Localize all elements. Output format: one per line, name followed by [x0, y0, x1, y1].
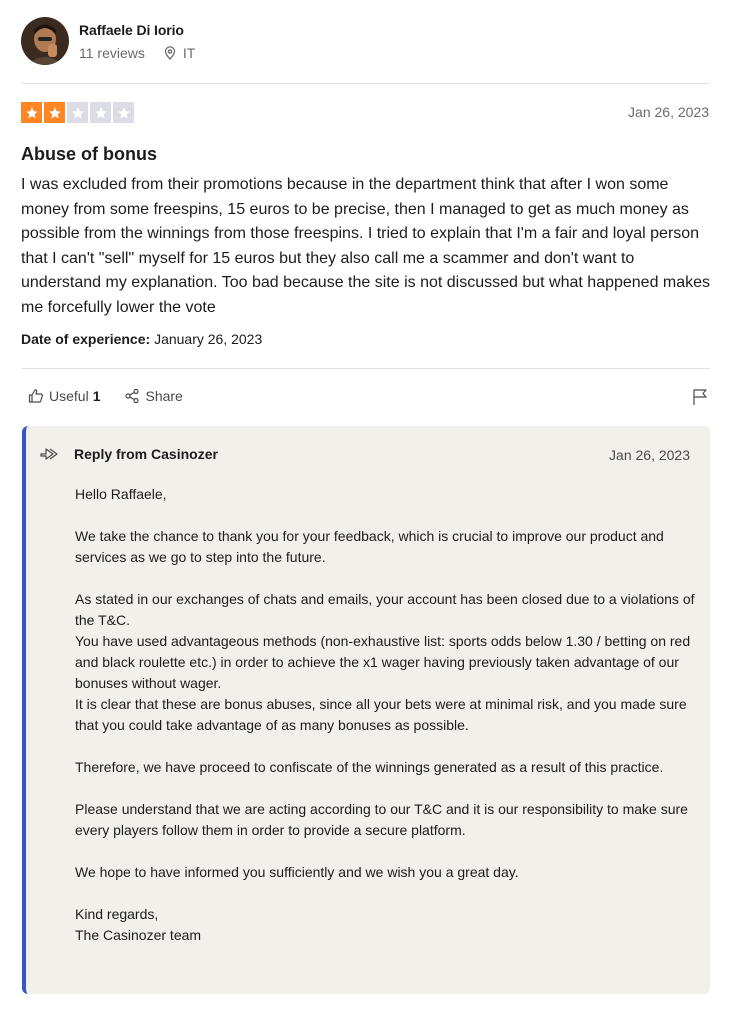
- review-actions: [28, 388, 183, 404]
- reply-paragraph: We take the chance to thank you for your feedback, which is crucial to improve our product and services as we go to step into the future.: [75, 528, 664, 565]
- reply-paragraph: As stated in our exchanges of chats and emails, your account has been closed due to a violations of the T&C. You have used advantageous methods (non-exhaustive list: sports odds below 1.30 / betting on red and black roulette etc.) in order to achieve the x1 wager having previously taken advantage of our bonuses without wager. It is clear that these are bonus abuses, since all your bets were at minimal risk, and you made sure that you could take advantage of as many bonuses as possible.: [75, 591, 695, 733]
- star-empty-icon: [113, 102, 134, 123]
- reply-date: Jan 26, 2023: [609, 447, 690, 463]
- experience-date: January 26, 2023: [154, 331, 263, 347]
- reply-paragraph: Therefore, we have proceed to confiscate of the winnings generated as a result of this practice.: [75, 759, 664, 775]
- reviewer-header: [21, 17, 195, 65]
- star-empty-icon: [67, 102, 88, 123]
- share-icon: [124, 388, 145, 404]
- useful-count: 1: [92, 388, 101, 404]
- divider: [21, 83, 710, 84]
- reply-arrow-icon: [40, 447, 58, 461]
- reply-body: [75, 484, 695, 946]
- reply-paragraph: Please understand that we are acting according to our T&C and it is our responsibility to make sure every players follow them in order to provide a secure platform.: [75, 801, 688, 838]
- review-date: Jan 26, 2023: [628, 104, 709, 120]
- reviewer-name[interactable]: Raffaele Di Iorio: [79, 21, 184, 38]
- star-filled-icon: [21, 102, 42, 123]
- reviewer-meta: [79, 45, 195, 61]
- divider: [21, 368, 710, 369]
- reply-paragraph: Hello Raffaele,: [75, 486, 167, 502]
- date-of-experience: [21, 331, 262, 347]
- useful-button[interactable]: [28, 388, 100, 404]
- company-reply: [22, 426, 710, 994]
- star-empty-icon: [90, 102, 111, 123]
- reply-header: [40, 446, 218, 462]
- useful-label: Useful: [49, 388, 89, 404]
- review-title[interactable]: Abuse of bonus: [21, 144, 157, 164]
- reply-paragraph: Kind regards, The Casinozer team: [75, 906, 202, 943]
- star-filled-icon: [44, 102, 65, 123]
- flag-icon[interactable]: [692, 388, 708, 411]
- share-label: Share: [145, 388, 183, 404]
- review-count: 11 reviews: [79, 44, 145, 61]
- reply-from: Reply from Casinozer: [74, 446, 218, 462]
- reviewer-country: IT: [182, 44, 196, 61]
- star-rating: [21, 102, 134, 123]
- share-button[interactable]: [124, 388, 182, 404]
- avatar[interactable]: [21, 17, 69, 65]
- reply-paragraph: We hope to have informed you sufficiently and we wish you a great day.: [75, 864, 519, 880]
- thumbs-up-icon: [28, 388, 49, 404]
- experience-label: Date of experience:: [21, 331, 151, 347]
- location-pin-icon: [163, 46, 177, 60]
- review-body: I was excluded from their promotions because in the department think that after I won some money from some freespins, 15 euros to be precise, then I managed to get as much money as possible from the winnings from those freespins. I tried to explain that I'm a fair and loyal person that I can't "sell" myself for 15 euros but they also call me a scammer and don't want to understand my explanation. Too bad because the site is not discussed but what happened makes me forcefully lower the vote: [21, 176, 711, 316]
